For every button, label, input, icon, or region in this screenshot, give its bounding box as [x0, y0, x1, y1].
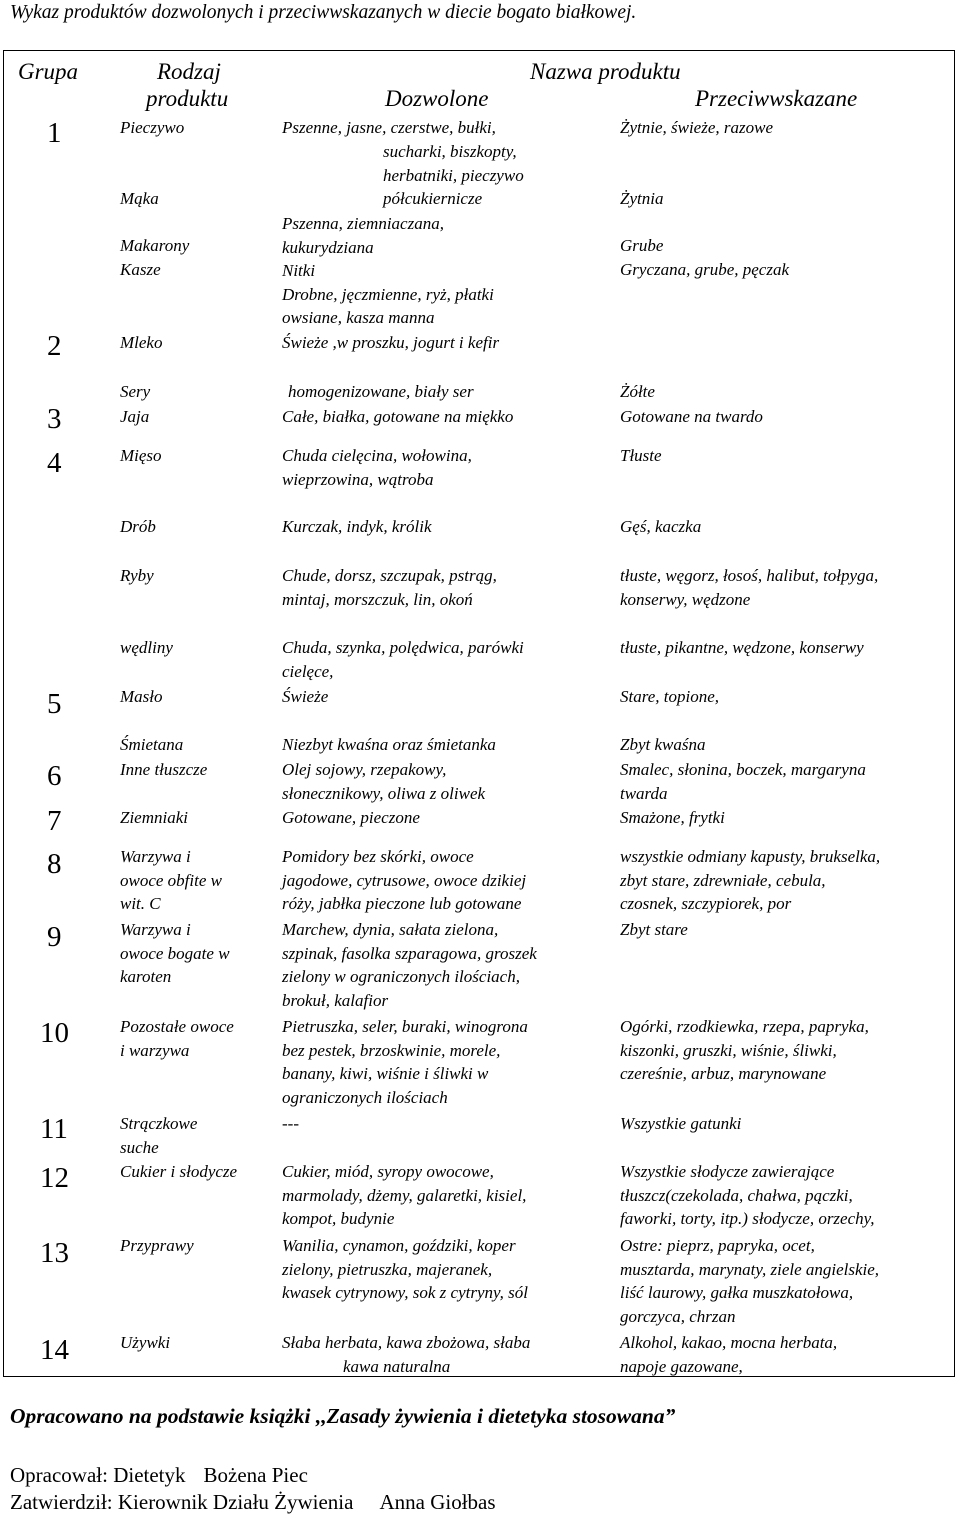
product-type: Pieczywo — [120, 118, 185, 137]
contraindicated-products: Ogórki, rzodkiewka, rzepa, papryka, — [620, 1017, 869, 1036]
product-type: Ziemniaki — [120, 808, 188, 827]
allowed-products: Słaba herbata, kawa zbożowa, słaba — [282, 1333, 531, 1352]
product-type: owoce obfite w — [120, 870, 222, 890]
product-type: karoten — [120, 967, 172, 986]
allowed-products: homogenizowane, biały ser — [288, 382, 474, 401]
header-dozwolone: Dozwolone — [385, 86, 489, 111]
header-rodzaj: produktu — [146, 86, 229, 111]
group-number: 1 — [47, 117, 62, 149]
prepared-label: Opracował: Dietetyk — [10, 1463, 186, 1487]
product-type: Przyprawy — [120, 1236, 194, 1255]
allowed-products: Świeże — [282, 687, 329, 706]
allowed-products: sucharki, biszkopty, — [383, 142, 517, 161]
allowed-products: Gotowane, pieczone — [282, 808, 420, 827]
contraindicated-products: Gotowane na twardo — [620, 407, 763, 426]
allowed-products: owsiane, kasza manna — [282, 308, 435, 327]
group-number: 8 — [47, 848, 62, 880]
allowed-products: słonecznikowy, oliwa z oliwek — [282, 783, 486, 803]
allowed-products: Wanilia, cynamon, goździki, koper — [282, 1236, 516, 1255]
group-number: 14 — [40, 1334, 69, 1366]
contraindicated-products: Ostre: pieprz, papryka, ocet, — [620, 1236, 815, 1255]
contraindicated-products: Gęś, kaczka — [620, 517, 702, 536]
allowed-products: Cukier, miód, syropy owocowe, — [282, 1162, 494, 1181]
product-type: Warzywa i — [120, 847, 191, 866]
allowed-products: Nitki — [282, 261, 316, 280]
contraindicated-products: wszystkie odmiany kapusty, brukselka, — [620, 847, 881, 866]
contraindicated-products: czosnek, szczypiorek, por — [620, 894, 792, 913]
contraindicated-products: Alkohol, kakao, mocna herbata, — [620, 1333, 838, 1352]
contraindicated-products: liść laurowy, gałka muszkatołowa, — [620, 1283, 854, 1302]
contraindicated-products: twarda — [620, 783, 668, 803]
contraindicated-products: Grube — [620, 236, 664, 255]
contraindicated-products: Wszystkie słodycze zawierające — [620, 1162, 835, 1181]
allowed-products: mintaj, morszczuk, lin, okoń — [282, 589, 473, 609]
allowed-products: banany, kiwi, wiśnie i śliwki w — [282, 1064, 489, 1083]
source-note: Opracowano na podstawie książki ,,Zasady żywienia i dietetyka stosowana” — [10, 1404, 676, 1428]
allowed-products: półcukiernicze — [383, 189, 483, 208]
contraindicated-products: napoje gazowane, — [620, 1356, 743, 1376]
product-type: suche — [120, 1137, 159, 1157]
product-type: Mięso — [120, 446, 162, 465]
allowed-products: Pszenne, jasne, czerstwe, bułki, — [282, 118, 496, 137]
product-type: Cukier i słodycze — [120, 1162, 238, 1181]
allowed-products: marmolady, dżemy, galaretki, kisiel, — [282, 1185, 527, 1205]
product-type: Masło — [120, 687, 163, 706]
allowed-products: bez pestek, brzoskwinie, morele, — [282, 1040, 501, 1060]
allowed-products: Drobne, jęczmienne, ryż, płatki — [282, 284, 494, 304]
contraindicated-products: faworki, torty, itp.) słodycze, orzechy, — [620, 1209, 875, 1228]
allowed-products: zielony, pietruszka, majeranek, — [282, 1259, 493, 1279]
allowed-products: Pietruszka, seler, buraki, winogrona — [282, 1017, 528, 1036]
group-number: 7 — [47, 805, 62, 837]
prepared-name: Bożena Piec — [203, 1463, 308, 1487]
group-number: 9 — [47, 921, 62, 953]
page-title: Wykaz produktów dozwolonych i przeciwwskazanych w diecie bogato białkowej. — [10, 2, 637, 23]
product-type: Śmietana — [120, 735, 184, 754]
allowed-products: Chude, dorsz, szczupak, pstrąg, — [282, 566, 497, 585]
contraindicated-products: czereśnie, arbuz, marynowane — [620, 1064, 827, 1083]
product-type: Inne tłuszcze — [120, 760, 208, 779]
allowed-products: brokuł, kalafior — [282, 990, 389, 1010]
allowed-products: zielony w ograniczonych ilościach, — [282, 967, 520, 986]
contraindicated-products: Wszystkie gatunki — [620, 1114, 742, 1133]
prepared-by-line — [10, 1463, 308, 1488]
group-number: 2 — [47, 330, 62, 362]
product-type: Warzywa i — [120, 920, 191, 939]
allowed-products: róży, jabłka pieczone lub gotowane — [282, 894, 522, 913]
allowed-products: wieprzowina, wątroba — [282, 469, 434, 489]
contraindicated-products: Smalec, słonina, boczek, margaryna — [620, 760, 866, 779]
contraindicated-products: Stare, topione, — [620, 687, 719, 706]
allowed-products: Całe, białka, gotowane na miękko — [282, 407, 514, 426]
allowed-products: Marchew, dynia, sałata zielona, — [282, 920, 499, 939]
product-type: Jaja — [120, 407, 150, 426]
allowed-products: Chuda, szynka, polędwica, parówki — [282, 638, 524, 657]
contraindicated-products: Tłuste — [620, 446, 662, 465]
contraindicated-products: kiszonki, gruszki, wiśnie, śliwki, — [620, 1040, 837, 1060]
product-type: Drób — [120, 517, 156, 536]
contraindicated-products: musztarda, marynaty, ziele angielskie, — [620, 1259, 880, 1279]
product-type: Kasze — [120, 259, 161, 279]
product-type: Ryby — [120, 566, 154, 585]
product-type: Strączkowe — [120, 1114, 198, 1133]
contraindicated-products: Żytnia — [620, 189, 664, 208]
group-number: 3 — [47, 403, 62, 435]
product-type: i warzywa — [120, 1040, 190, 1060]
allowed-products: Pomidory bez skórki, owoce — [282, 847, 474, 866]
contraindicated-products: gorczyca, chrzan — [620, 1306, 736, 1326]
product-type: Makarony — [120, 236, 190, 255]
allowed-products: kukurydziana — [282, 237, 374, 257]
contraindicated-products: tłuste, węgorz, łosoś, halibut, tołpyga, — [620, 566, 879, 585]
allowed-products: szpinak, fasolka szparagowa, groszek — [282, 943, 537, 963]
product-type: Mąka — [120, 189, 159, 208]
group-number: 6 — [47, 760, 62, 792]
product-type: Używki — [120, 1333, 171, 1352]
allowed-products: kompot, budynie — [282, 1209, 395, 1228]
contraindicated-products: tłuszcz(czekolada, chałwa, pączki, — [620, 1185, 853, 1205]
approved-by-line — [10, 1490, 496, 1515]
product-type: wędliny — [120, 638, 173, 657]
group-number: 13 — [40, 1237, 69, 1269]
allowed-products: Chuda cielęcina, wołowina, — [282, 446, 472, 465]
product-type: owoce bogate w — [120, 943, 230, 963]
allowed-products: Świeże ,w proszku, jogurt i kefir — [282, 333, 500, 352]
header-przeciwwskazane: Przeciwwskazane — [695, 86, 858, 111]
header-rodzaj: Rodzaj — [157, 59, 221, 84]
product-type: Pozostałe owoce — [120, 1017, 234, 1036]
contraindicated-products: Smażone, frytki — [620, 808, 725, 827]
contraindicated-products: Zbyt kwaśna — [620, 735, 706, 754]
contraindicated-products: Żytnie, świeże, razowe — [620, 118, 773, 137]
contraindicated-products: konserwy, wędzone — [620, 589, 751, 609]
header-grupa: Grupa — [18, 59, 79, 84]
approved-label: Zatwierdził: Kierownik Działu Żywienia — [10, 1490, 354, 1514]
allowed-products: jagodowe, cytrusowe, owoce dzikiej — [282, 870, 527, 890]
contraindicated-products: Gryczana, grube, pęczak — [620, 259, 790, 279]
allowed-products: kawa naturalna — [343, 1357, 451, 1376]
group-number: 11 — [40, 1113, 68, 1145]
allowed-products: cielęce, — [282, 662, 334, 681]
contraindicated-products: Zbyt stare — [620, 920, 688, 939]
allowed-products: kwasek cytrynowy, sok z cytryny, sól — [282, 1283, 528, 1302]
contraindicated-products: tłuste, pikantne, wędzone, konserwy — [620, 638, 864, 657]
header-nazwa: Nazwa produktu — [530, 59, 681, 84]
group-number: 12 — [40, 1162, 69, 1194]
allowed-products: Kurczak, indyk, królik — [282, 517, 432, 536]
group-number: 10 — [40, 1017, 69, 1049]
group-number: 5 — [47, 688, 62, 720]
product-type: Sery — [120, 382, 151, 401]
product-type: Mleko — [120, 333, 163, 352]
contraindicated-products: zbyt stare, zdrewniałe, cebula, — [620, 870, 826, 890]
allowed-products: Niezbyt kwaśna oraz śmietanka — [282, 735, 496, 754]
allowed-products: Pszenna, ziemniaczana, — [282, 214, 444, 233]
allowed-products: ograniczonych ilościach — [282, 1087, 448, 1107]
contraindicated-products: Żółte — [620, 382, 655, 401]
product-type: wit. C — [120, 894, 161, 913]
allowed-products: herbatniki, pieczywo — [383, 165, 524, 185]
allowed-products: Olej sojowy, rzepakowy, — [282, 760, 447, 779]
approved-name: Anna Giołbas — [379, 1490, 496, 1514]
group-number: 4 — [47, 447, 62, 479]
allowed-products: --- — [282, 1114, 299, 1133]
